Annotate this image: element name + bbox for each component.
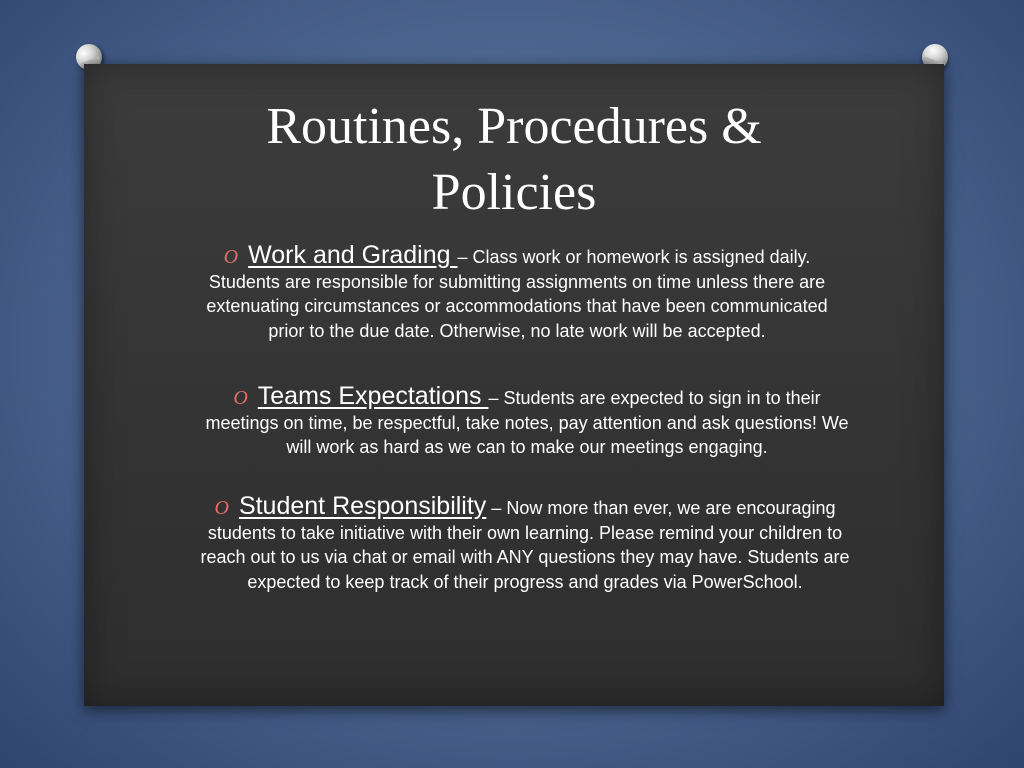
slide-title-line-1: Routines, Procedures & <box>266 98 762 155</box>
item-heading: Student Responsibility <box>238 492 487 520</box>
list-item-student-responsibility <box>200 494 850 594</box>
bullet-icon: O <box>214 497 229 519</box>
item-text: Students are expected to sign in to their meetings on time, be respectful, take notes, pay attention and ask questions! We will work as hard as we can to make our meetings engaging. <box>205 388 849 457</box>
item-dash: – <box>486 498 507 518</box>
bullet-icon: O <box>223 246 239 268</box>
list-item-work-and-grading <box>186 243 848 343</box>
slide-title <box>84 94 944 226</box>
slide-title-line-2: Policies <box>431 164 597 221</box>
item-dash: – <box>457 247 473 267</box>
item-dash: – <box>488 388 504 408</box>
item-heading: Teams Expectations <box>257 382 489 410</box>
item-text: Class work or homework is assigned daily. Students are responsible for submitting assignments on time unless there are extenuating circumstances or accommodations that have been communicated prior to the due date. Otherwise, no late work will be accepted. <box>206 247 828 341</box>
item-heading: Work and Grading <box>248 241 458 269</box>
list-item-teams-expectations <box>196 384 858 460</box>
item-text: Now more than ever, we are encouraging students to take initiative with their own learning. Please remind your children to reach out to us via chat or email with ANY questions they may have. Students are expected to keep track of their progress and grades via PowerSchool. <box>200 498 850 592</box>
bullet-icon: O <box>233 387 248 409</box>
